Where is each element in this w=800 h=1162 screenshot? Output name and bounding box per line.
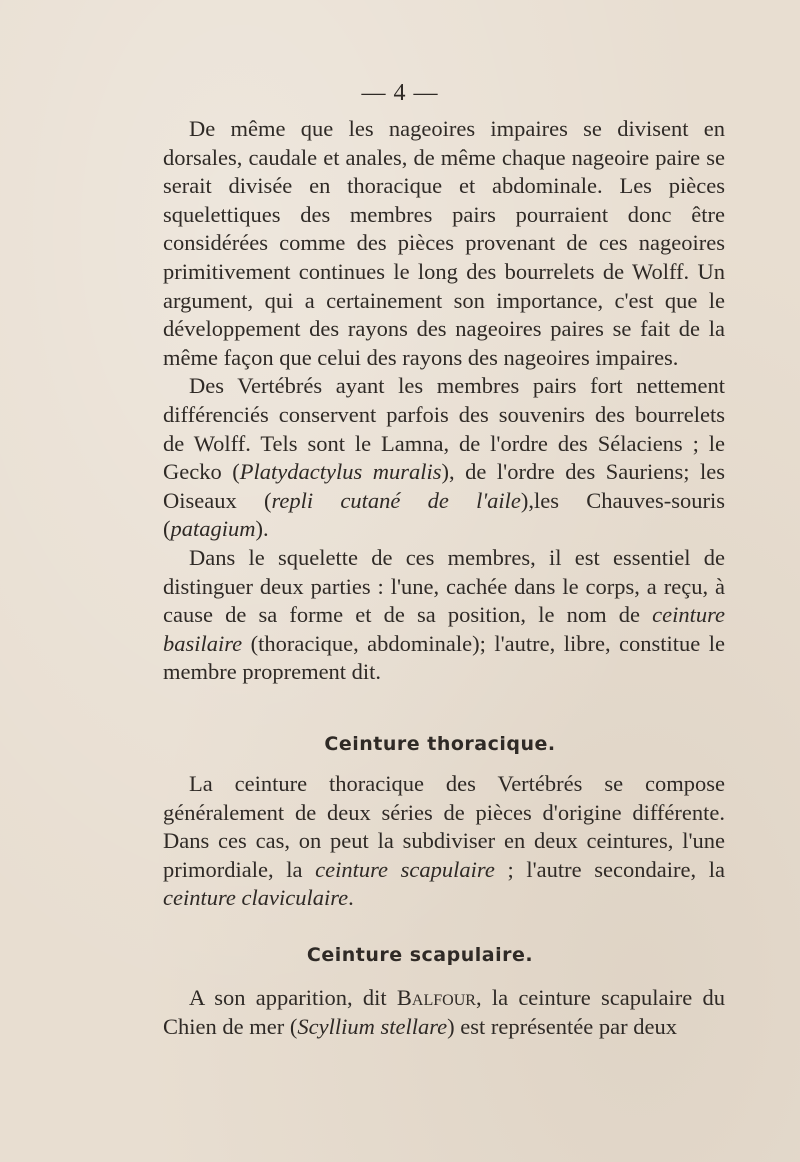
text-run: ; l'autre secondaire, la <box>494 856 725 882</box>
text-run: ), de l'ordre des Sauriens; les Oiseaux ( <box>163 459 726 513</box>
paragraph-nageoires <box>163 115 725 372</box>
italic-term: repli cutané de l'aile <box>271 487 521 513</box>
italic-term: ceinture basilaire <box>163 602 725 656</box>
text-run: A son apparition, dit <box>189 985 397 1010</box>
paragraph-vertebres <box>163 372 725 544</box>
page-number: — 4 — <box>361 80 439 106</box>
text-block-thoracique <box>163 770 725 913</box>
paragraph-ceinture-scapulaire <box>163 984 725 1041</box>
section-heading-ceinture-scapulaire: Ceinture scapulaire. <box>306 944 534 966</box>
italic-term: patagium <box>170 516 256 542</box>
text-block-scapulaire <box>163 984 725 1041</box>
text-run: . <box>348 885 354 911</box>
italic-term: Platydactylus muralis <box>239 459 442 485</box>
italic-term: Scyllium stellare <box>297 1013 448 1039</box>
paragraph-ceinture-thoracique <box>163 770 725 913</box>
text-run: ). <box>255 516 269 542</box>
paragraph-squelette <box>163 544 725 687</box>
text-block-main <box>163 115 725 687</box>
text-run: (thoracique, abdominale); l'autre, libre, constitue le membre proprement dit. <box>163 630 725 685</box>
text-run: Dans le squelette de ces membres, il est essentiel de distinguer deux parties : l'une, cachée dans le corps, a reçu, à cause de sa forme et de sa position, le nom de <box>163 544 725 628</box>
text-run: ) est représentée par deux <box>447 1013 677 1039</box>
italic-term: ceinture scapulaire <box>315 856 495 882</box>
paragraph-nageoires-text: De même que les nageoires impaires se divisent en dorsales, caudale et anales, de même chaque nageoire paire se serait divisée en thoracique et abdominale. Les pièces squelettiques des membres pairs pourraient donc être considérées comme des pièces provenant de ces nageoires primitivement continues le long des bourrelets de Wolff. Un argument, qui a certainement son importance, c'est que le développement des rayons des nageoires paires se fait de la même façon que celui des rayons des nageoires impaires. <box>163 116 725 370</box>
text-run: ),les Chauves-souris ( <box>163 487 725 542</box>
section-heading-ceinture-thoracique: Ceinture thoracique. <box>324 733 556 755</box>
text-run: , la ceinture scapulaire du Chien de mer ( <box>163 985 725 1039</box>
author-name: Balfour <box>396 985 476 1010</box>
italic-term: ceinture claviculaire <box>163 885 349 911</box>
text-run: Des Vertébrés ayant les membres pairs fort nettement différenciés conservent parfois des souvenirs des bourrelets de Wolff. Tels sont le Lamna, de l'ordre des Sélaciens ; le Gecko ( <box>163 373 725 485</box>
text-run: La ceinture thoracique des Vertébrés se compose généralement de deux séries de pièces d'origine différente. Dans ces cas, on peut la subdiviser en deux ceintures, l'une primordiale, la <box>163 771 725 882</box>
